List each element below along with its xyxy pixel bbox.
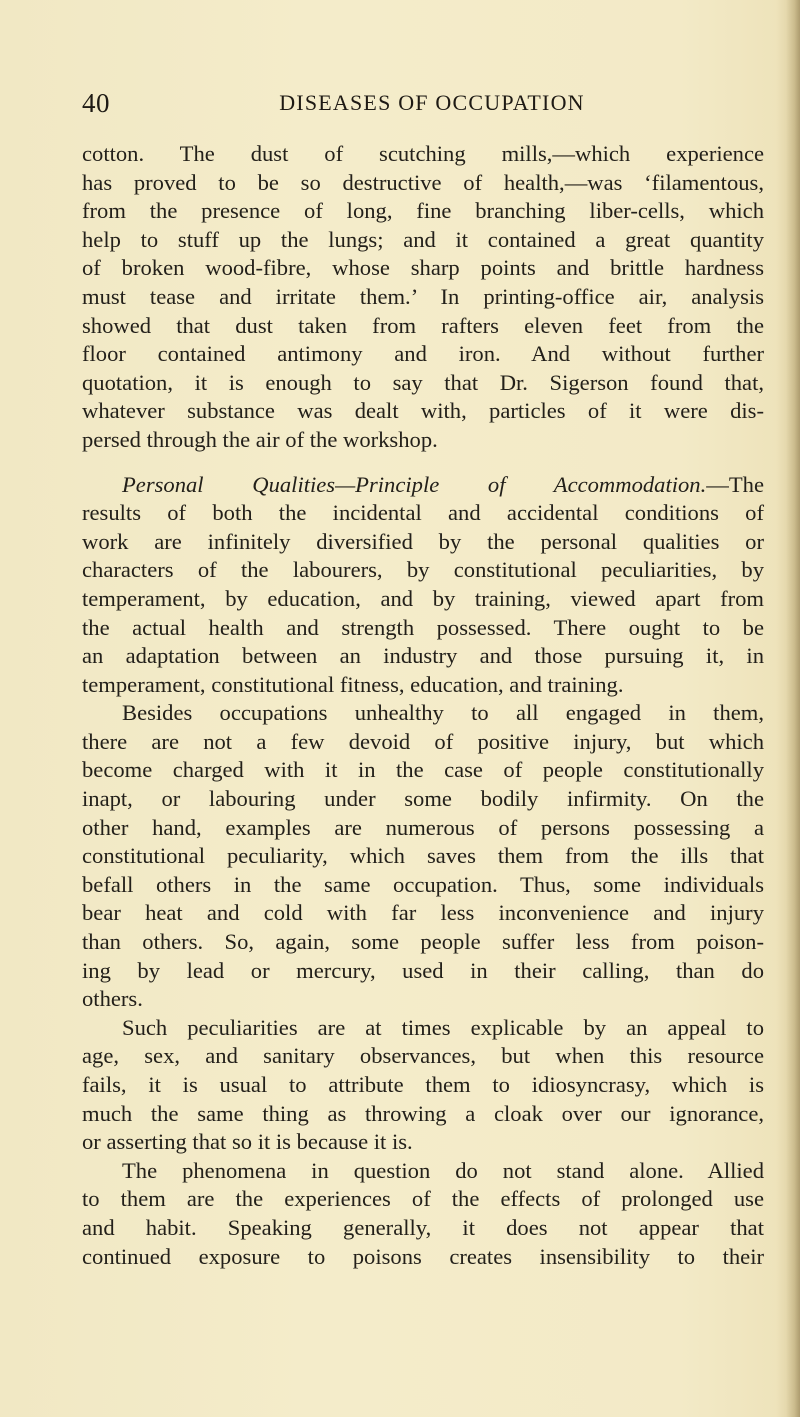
text-line: constitutional peculiarity, which saves them from the ills that xyxy=(82,843,764,869)
paragraph-5 xyxy=(82,1157,764,1271)
text-line: floor contained antimony and iron. And without further xyxy=(82,341,764,367)
text-line: whatever substance was dealt with, particles of it were dis- xyxy=(82,398,764,424)
text-line: of broken wood-fibre, whose sharp points and brittle hardness xyxy=(82,255,764,281)
text-line: Besides occupations unhealthy to all engaged in them, xyxy=(122,700,764,726)
text-line: other hand, examples are numerous of persons possessing a xyxy=(82,814,764,840)
text-line: from the presence of long, fine branching liber-cells, which xyxy=(82,198,764,224)
text-line: must tease and irritate them.’ In printing-office air, analysis xyxy=(82,283,764,309)
heading-continuation: —The xyxy=(706,471,764,497)
text-line: The phenomena in question do not stand alone. Allied xyxy=(122,1157,764,1183)
text-line: continued exposure to poisons creates insensibility to their xyxy=(82,1243,764,1269)
text-line: or asserting that so it is because it is. xyxy=(82,1129,413,1155)
paragraph-2 xyxy=(82,471,764,700)
text-line: much the same thing as throwing a cloak over our ignorance, xyxy=(82,1100,764,1126)
page-number: 40 xyxy=(82,88,110,118)
text-line: become charged with it in the case of people constitutionally xyxy=(82,757,764,783)
text-line: befall others in the same occupation. Thus, some individuals xyxy=(82,871,764,897)
body-text xyxy=(82,140,764,1271)
page-header xyxy=(82,88,762,128)
paragraph-gap xyxy=(82,455,764,471)
text-line: others. xyxy=(82,986,143,1012)
text-line: temperament, by education, and by training, viewed apart from xyxy=(82,585,764,611)
text-line: Such peculiarities are at times explicable by an appeal to xyxy=(122,1014,764,1040)
text-line: quotation, it is enough to say that Dr. Sigerson found that, xyxy=(82,369,764,395)
text-line: an adaptation between an industry and those pursuing it, in xyxy=(82,643,764,669)
text-line: ing by lead or mercury, used in their calling, than do xyxy=(82,957,764,983)
text-line: showed that dust taken from rafters eleven feet from the xyxy=(82,312,764,338)
text-line: there are not a few devoid of positive injury, but which xyxy=(82,728,764,754)
text-line: the actual health and strength possessed. There ought to be xyxy=(82,614,764,640)
text-line: fails, it is usual to attribute them to idiosyncrasy, which is xyxy=(82,1072,764,1097)
text-line: than others. So, again, some people suffer less from poison- xyxy=(82,929,764,955)
text-line: to them are the experiences of the effects of prolonged use xyxy=(82,1186,764,1212)
section-heading-line xyxy=(82,471,764,500)
text-line: help to stuff up the lungs; and it contained a great quantity xyxy=(82,226,764,252)
text-line: cotton. The dust of scutching mills,—which experience xyxy=(82,141,764,166)
text-line: persed through the air of the workshop. xyxy=(82,426,438,452)
text-line: temperament, constitutional fitness, education, and training. xyxy=(82,671,624,697)
text-line: characters of the labourers, by constitutional peculiarities, by xyxy=(82,557,764,583)
section-heading: Personal Qualities—Principle of Accommodation. xyxy=(122,471,707,497)
paragraph-4 xyxy=(82,1014,764,1157)
page-edge-shadow xyxy=(786,0,800,1417)
text-line: age, sex, and sanitary observances, but when this resource xyxy=(82,1043,764,1069)
text-line: bear heat and cold with far less inconvenience and injury xyxy=(82,900,764,926)
text-line: inapt, or labouring under some bodily infirmity. On the xyxy=(82,786,764,812)
paragraph-3 xyxy=(82,699,764,1014)
text-line: work are infinitely diversified by the personal qualities or xyxy=(82,528,764,554)
text-line: results of both the incidental and accidental conditions of xyxy=(82,500,764,526)
running-head: DISEASES OF OCCUPATION xyxy=(279,90,585,115)
paragraph-1 xyxy=(82,140,764,455)
text-line: and habit. Speaking generally, it does not appear that xyxy=(82,1214,764,1240)
text-line: has proved to be so destructive of health,—was ‘filamentous, xyxy=(82,169,764,195)
